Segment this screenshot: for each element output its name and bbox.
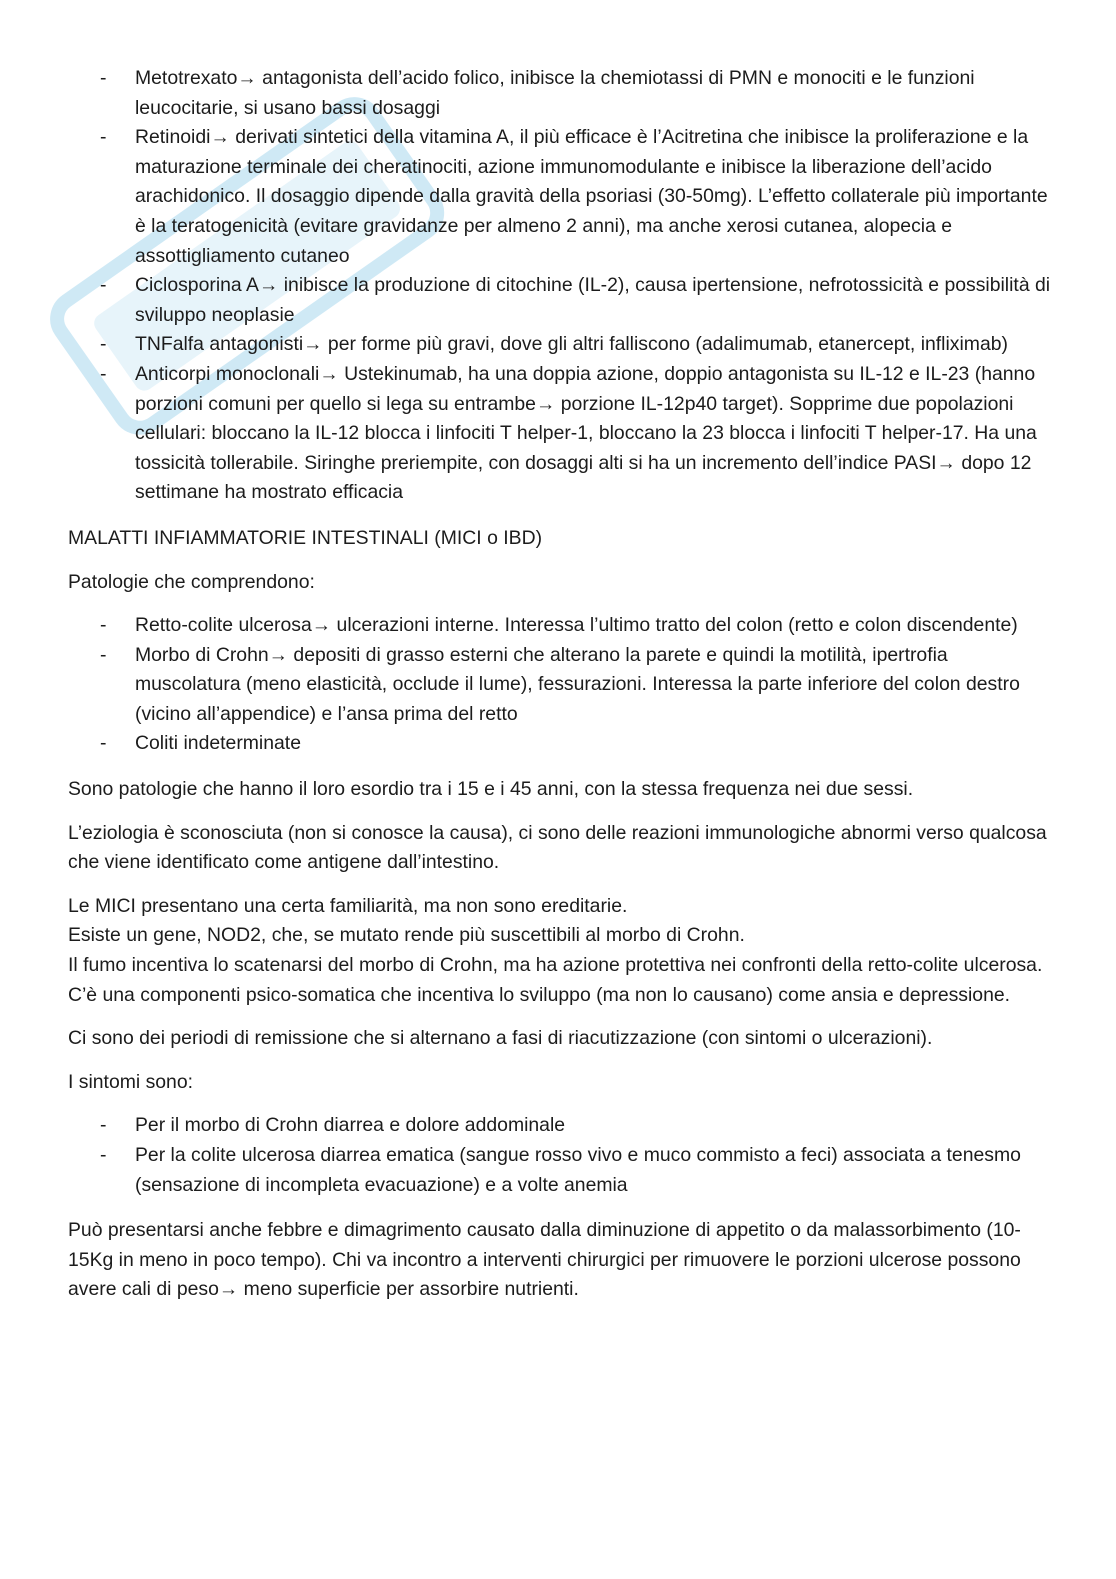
symptoms-list xyxy=(68,1111,1058,1200)
dash-marker: - xyxy=(100,274,107,297)
dash-marker: - xyxy=(100,1114,107,1137)
item-text: Per il morbo di Crohn diarrea e dolore addominale xyxy=(135,1114,566,1137)
item-text: depositi di grasso esterni che alterano la parete e quindi la motilità, ipertrofia muscolatura (meno elasticità, occlude il lume), fessurazioni. Interessa la parte inferiore del colon destro (vicino all’appendice) e l’ansa prima del retto xyxy=(135,643,1020,725)
list-item-retinoidi xyxy=(68,123,1058,271)
arrow-icon: → xyxy=(535,392,556,415)
dash-marker: - xyxy=(100,614,107,637)
paragraph-onset: Sono patologie che hanno il loro esordio tra i 15 e i 45 anni, con la stessa frequenza nei due sessi. xyxy=(68,778,914,801)
dash-marker: - xyxy=(100,1144,107,1166)
arrow-icon: → xyxy=(936,451,956,474)
arrow-icon: → xyxy=(210,126,230,149)
section-title: MALATTI INFIAMMATORIE INTESTINALI (MICI o IBD) xyxy=(68,526,543,549)
dash-marker: - xyxy=(100,732,107,755)
list-item-retto-colite xyxy=(68,611,1058,641)
arrow-icon: → xyxy=(268,643,289,666)
arrow-icon: → xyxy=(237,67,257,89)
list-item-crohn xyxy=(68,641,1058,730)
arrow-icon: → xyxy=(319,362,339,385)
item-text: dopo 12 settimane ha mostrato efficacia xyxy=(135,451,1032,504)
disease-list xyxy=(68,611,1058,759)
dash-marker: - xyxy=(100,362,107,385)
item-text: Ustekinumab, ha una doppia azione, doppio antagonista su IL-12 e IL-23 (hanno porzioni comuni per quello si lega su entrambe xyxy=(135,362,1036,415)
line-nod2: Esiste un gene, NOD2, che, se mutato rende più suscettibili al morbo di Crohn. xyxy=(68,924,745,947)
arrow-icon: → xyxy=(303,333,323,356)
paragraph-remission: Ci sono dei periodi di remissione che si alternano a fasi di riacutizzazione (con sintomi o ulcerazioni). xyxy=(68,1027,933,1050)
arrow-icon: → xyxy=(258,274,279,297)
item-text: inibisce la produzione di citochine (IL-2), causa ipertensione, nefrotossicità e possibilità di sviluppo neoplasie xyxy=(135,274,1051,326)
list-item-symptom xyxy=(68,1111,1058,1141)
line-smoking: Il fumo incentiva lo scatenarsi del morbo di Crohn, ma ha azione protettiva nei confronti della retto-colite ulcerosa. xyxy=(68,954,1043,977)
item-term: Retinoidi xyxy=(135,126,211,149)
paragraph-fever xyxy=(68,1216,1058,1305)
symptoms-intro: I sintomi sono: xyxy=(68,1070,194,1093)
dash-marker: - xyxy=(100,643,107,666)
item-text: antagonista dell’acido folico, inibisce la chemiotassi di PMN e monociti e le funzioni leucocitarie, si usano bassi dosaggi xyxy=(135,67,975,119)
item-text: porzione IL-12p40 target). Sopprime due popolazioni cellulari: bloccano la IL-12 blocca i linfociti T helper-1, bloccano la 23 blocca i linfociti T helper-17. Ha una tossicità tollerabile. Siringhe preriempite, con dosaggi alti si ha un incremento dell’indice PASI xyxy=(135,392,1037,474)
list-item-metotrexato xyxy=(68,64,1058,123)
item-text: Per la colite ulcerosa diarrea ematica (sangue rosso vivo e muco commisto a feci) associata a tenesmo (sensazione di incompleta evacuazione) e a volte anemia xyxy=(135,1144,1021,1196)
dash-marker: - xyxy=(100,67,107,89)
item-term: Retto-colite ulcerosa xyxy=(135,614,312,637)
therapy-list xyxy=(68,64,1058,508)
paragraph-etiology: L’eziologia è sconosciuta (non si conosce la causa), ci sono delle reazioni immunologiche abnormi verso qualcosa che viene identificato come antigene dall’intestino. xyxy=(68,821,1047,874)
fever-text: Può presentarsi anche febbre e dimagrimento causato dalla diminuzione di appetito o da malassorbimento (10-15Kg in meno in poco tempo). Chi va incontro a interventi chirurgici per rimuovere le porzioni ulcerose possono avere cali di peso xyxy=(68,1219,1021,1301)
item-term: Metotrexato xyxy=(135,67,238,89)
item-term: TNFalfa antagonisti xyxy=(135,333,304,356)
list-item-tnfalfa xyxy=(68,330,1058,360)
item-term: Ciclosporina A xyxy=(135,274,259,297)
paragraph-familiarity xyxy=(68,892,1058,1010)
item-text: per forme più gravi, dove gli altri falliscono (adalimumab, etanercept, infliximab) xyxy=(322,333,1008,356)
arrow-icon: → xyxy=(218,1278,239,1301)
document-page xyxy=(68,64,1058,1319)
arrow-icon: → xyxy=(311,614,332,637)
item-text: derivati sintetici della vitamina A, il più efficace è l’Acitretina che inibisce la proliferazione e la maturazione terminale dei cheratinociti, azione immunomodulante e inibisce la liberazione dell’acido arachidonico. Il dosaggio dipende dalla gravità della psoriasi (30-50mg). L’effetto collaterale più importante è la teratogenicità (evitare gravidanze per almeno 2 anni), ma anche xerosi cutanea, alopecia e assottigliamento cutaneo xyxy=(135,126,1048,267)
item-text: ulcerazioni interne. Interessa l’ultimo tratto del colon (retto e colon discendente) xyxy=(331,614,1018,637)
line-familiarity: Le MICI presentano una certa familiarità, ma non sono ereditarie. xyxy=(68,894,628,917)
intro-text: Patologie che comprendono: xyxy=(68,570,315,593)
item-term: Morbo di Crohn xyxy=(135,643,269,666)
list-item-anticorpi xyxy=(68,360,1058,508)
item-term: Coliti indeterminate xyxy=(135,732,301,755)
dash-marker: - xyxy=(100,126,107,149)
line-psychosomatic: C’è una componenti psico-somatica che incentiva lo sviluppo (ma non lo causano) come ansia e depressione. xyxy=(68,983,1011,1006)
list-item-coliti xyxy=(68,729,1058,759)
dash-marker: - xyxy=(100,333,107,356)
fever-text-end: meno superficie per assorbire nutrienti. xyxy=(238,1278,579,1301)
item-term: Anticorpi monoclonali xyxy=(135,362,320,385)
list-item-ciclosporina xyxy=(68,271,1058,330)
list-item-symptom xyxy=(68,1141,1058,1200)
